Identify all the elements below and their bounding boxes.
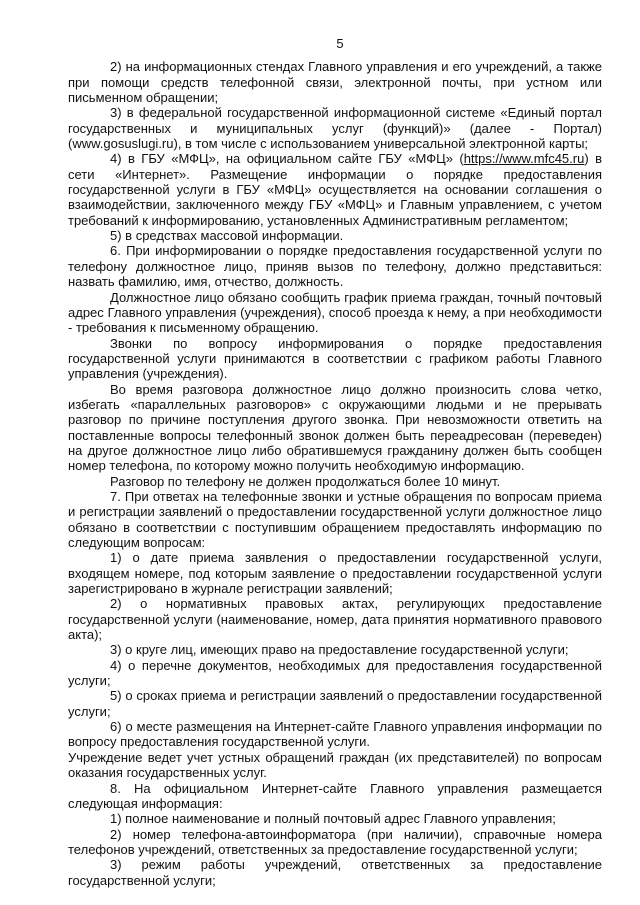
paragraph-17: Учреждение ведет учет устных обращений граждан (их представителей) по вопросам оказания государственных услуг. <box>68 749 602 781</box>
paragraph-9: Разговор по телефону не должен продолжаться более 10 минут. <box>110 473 501 489</box>
paragraph-3-text-before: 4) в ГБУ «МФЦ», на официальном сайте ГБУ «МФЦ» ( <box>110 151 464 167</box>
paragraph-19: 1) полное наименование и полный почтовый адрес Главного управления; <box>110 811 556 827</box>
paragraph-8: Во время разговора должностное лицо должно произносить слова четко, избегать «параллельных разговоров» с окружающими людьми и не прерывать разговор по причине поступления другого звонка. При невозможности ответить на поставленные вопросы телефонный звонок должен быть переадресован (переведен) на другое должностное лицо либо обратившемуся гражданину должен быть сообщен номер телефона, по которому можно получить необходимую информацию. <box>68 381 602 474</box>
paragraph-13: 3) о круге лиц, имеющих право на предоставление государственной услуги; <box>110 642 569 658</box>
page-number: 5 <box>336 36 344 51</box>
paragraph-4: 5) в средствах массовой информации. <box>110 228 344 244</box>
paragraph-2: 3) в федеральной государственной информационной системе «Единый портал государственных и муниципальных услуг (функций)» (далее - Портал) (www.gosuslugi.ru), в том числе с использованием универсальной электронной карты; <box>68 105 602 152</box>
paragraph-16: 6) о месте размещения на Интернет-сайте Главного управления информации по вопросу предоставления государственной услуги. <box>68 719 602 750</box>
paragraph-14: 4) о перечне документов, необходимых для предоставления государственной услуги; <box>68 657 602 689</box>
paragraph-3-text-after: ) в сети «Интернет». Размещение информации о порядке предоставления государственной услуги в ГБУ «МФЦ» осуществляется на основании соглашения о взаимодействии, заключенного между ГБУ «МФЦ» и Главным управлением, с учетом требований к информированию, установленных Административным регламентом; <box>68 151 602 228</box>
paragraph-7: Звонки по вопросу информирования о порядке предоставления государственной услуги принимаются в соответствии с графиком работы Главного управления (учреждения). <box>68 335 602 382</box>
mfc-website-link[interactable]: https://www.mfc45.ru <box>463 151 585 167</box>
paragraph-3 <box>68 151 602 228</box>
paragraph-20: 2) номер телефона-автоинформатора (при наличии), справочные номера телефонов учреждений, ответственных за предоставление государственной услуги; <box>68 826 602 857</box>
paragraph-15: 5) о сроках приема и регистрации заявлений о предоставлении государственной услуги; <box>68 688 602 719</box>
paragraph-21: 3) режим работы учреждений, ответственных за предоставление государственной услуги; <box>68 857 602 888</box>
paragraph-6: Должностное лицо обязано сообщить график приема граждан, точный почтовый адрес Главного управления (учреждения), способ проезда к нему, а при необходимости - требования к письменному обращению. <box>68 289 602 336</box>
paragraph-5: 6. При информировании о порядке предоставления государственной услуги по телефону должностное лицо, приняв вызов по телефону, должно представиться: назвать фамилию, имя, отчество, должность. <box>68 243 602 290</box>
paragraph-12: 2) о нормативных правовых актах, регулирующих предоставление государственной услуги (наименование, номер, дата принятия нормативного правового акта); <box>68 596 602 643</box>
paragraph-18: 8. На официальном Интернет-сайте Главного управления размещается следующая информация: <box>68 780 602 811</box>
paragraph-11: 1) о дате приема заявления о предоставлении государственной услуги, входящем номере, под которым заявление о предоставлении государственной услуги зарегистрировано в журнале регистрации заявлений; <box>68 550 602 597</box>
paragraph-10: 7. При ответах на телефонные звонки и устные обращения по вопросам приема и регистрации заявлений о предоставлении государственной услуги должностное лицо обязано в соответствии с поступившим обращением предоставлять информацию по следующим вопросам: <box>68 488 602 550</box>
paragraph-1: 2) на информационных стендах Главного управления и его учреждений, а также при помощи средств телефонной связи, электронной почты, при устном или письменном обращении; <box>68 59 602 106</box>
